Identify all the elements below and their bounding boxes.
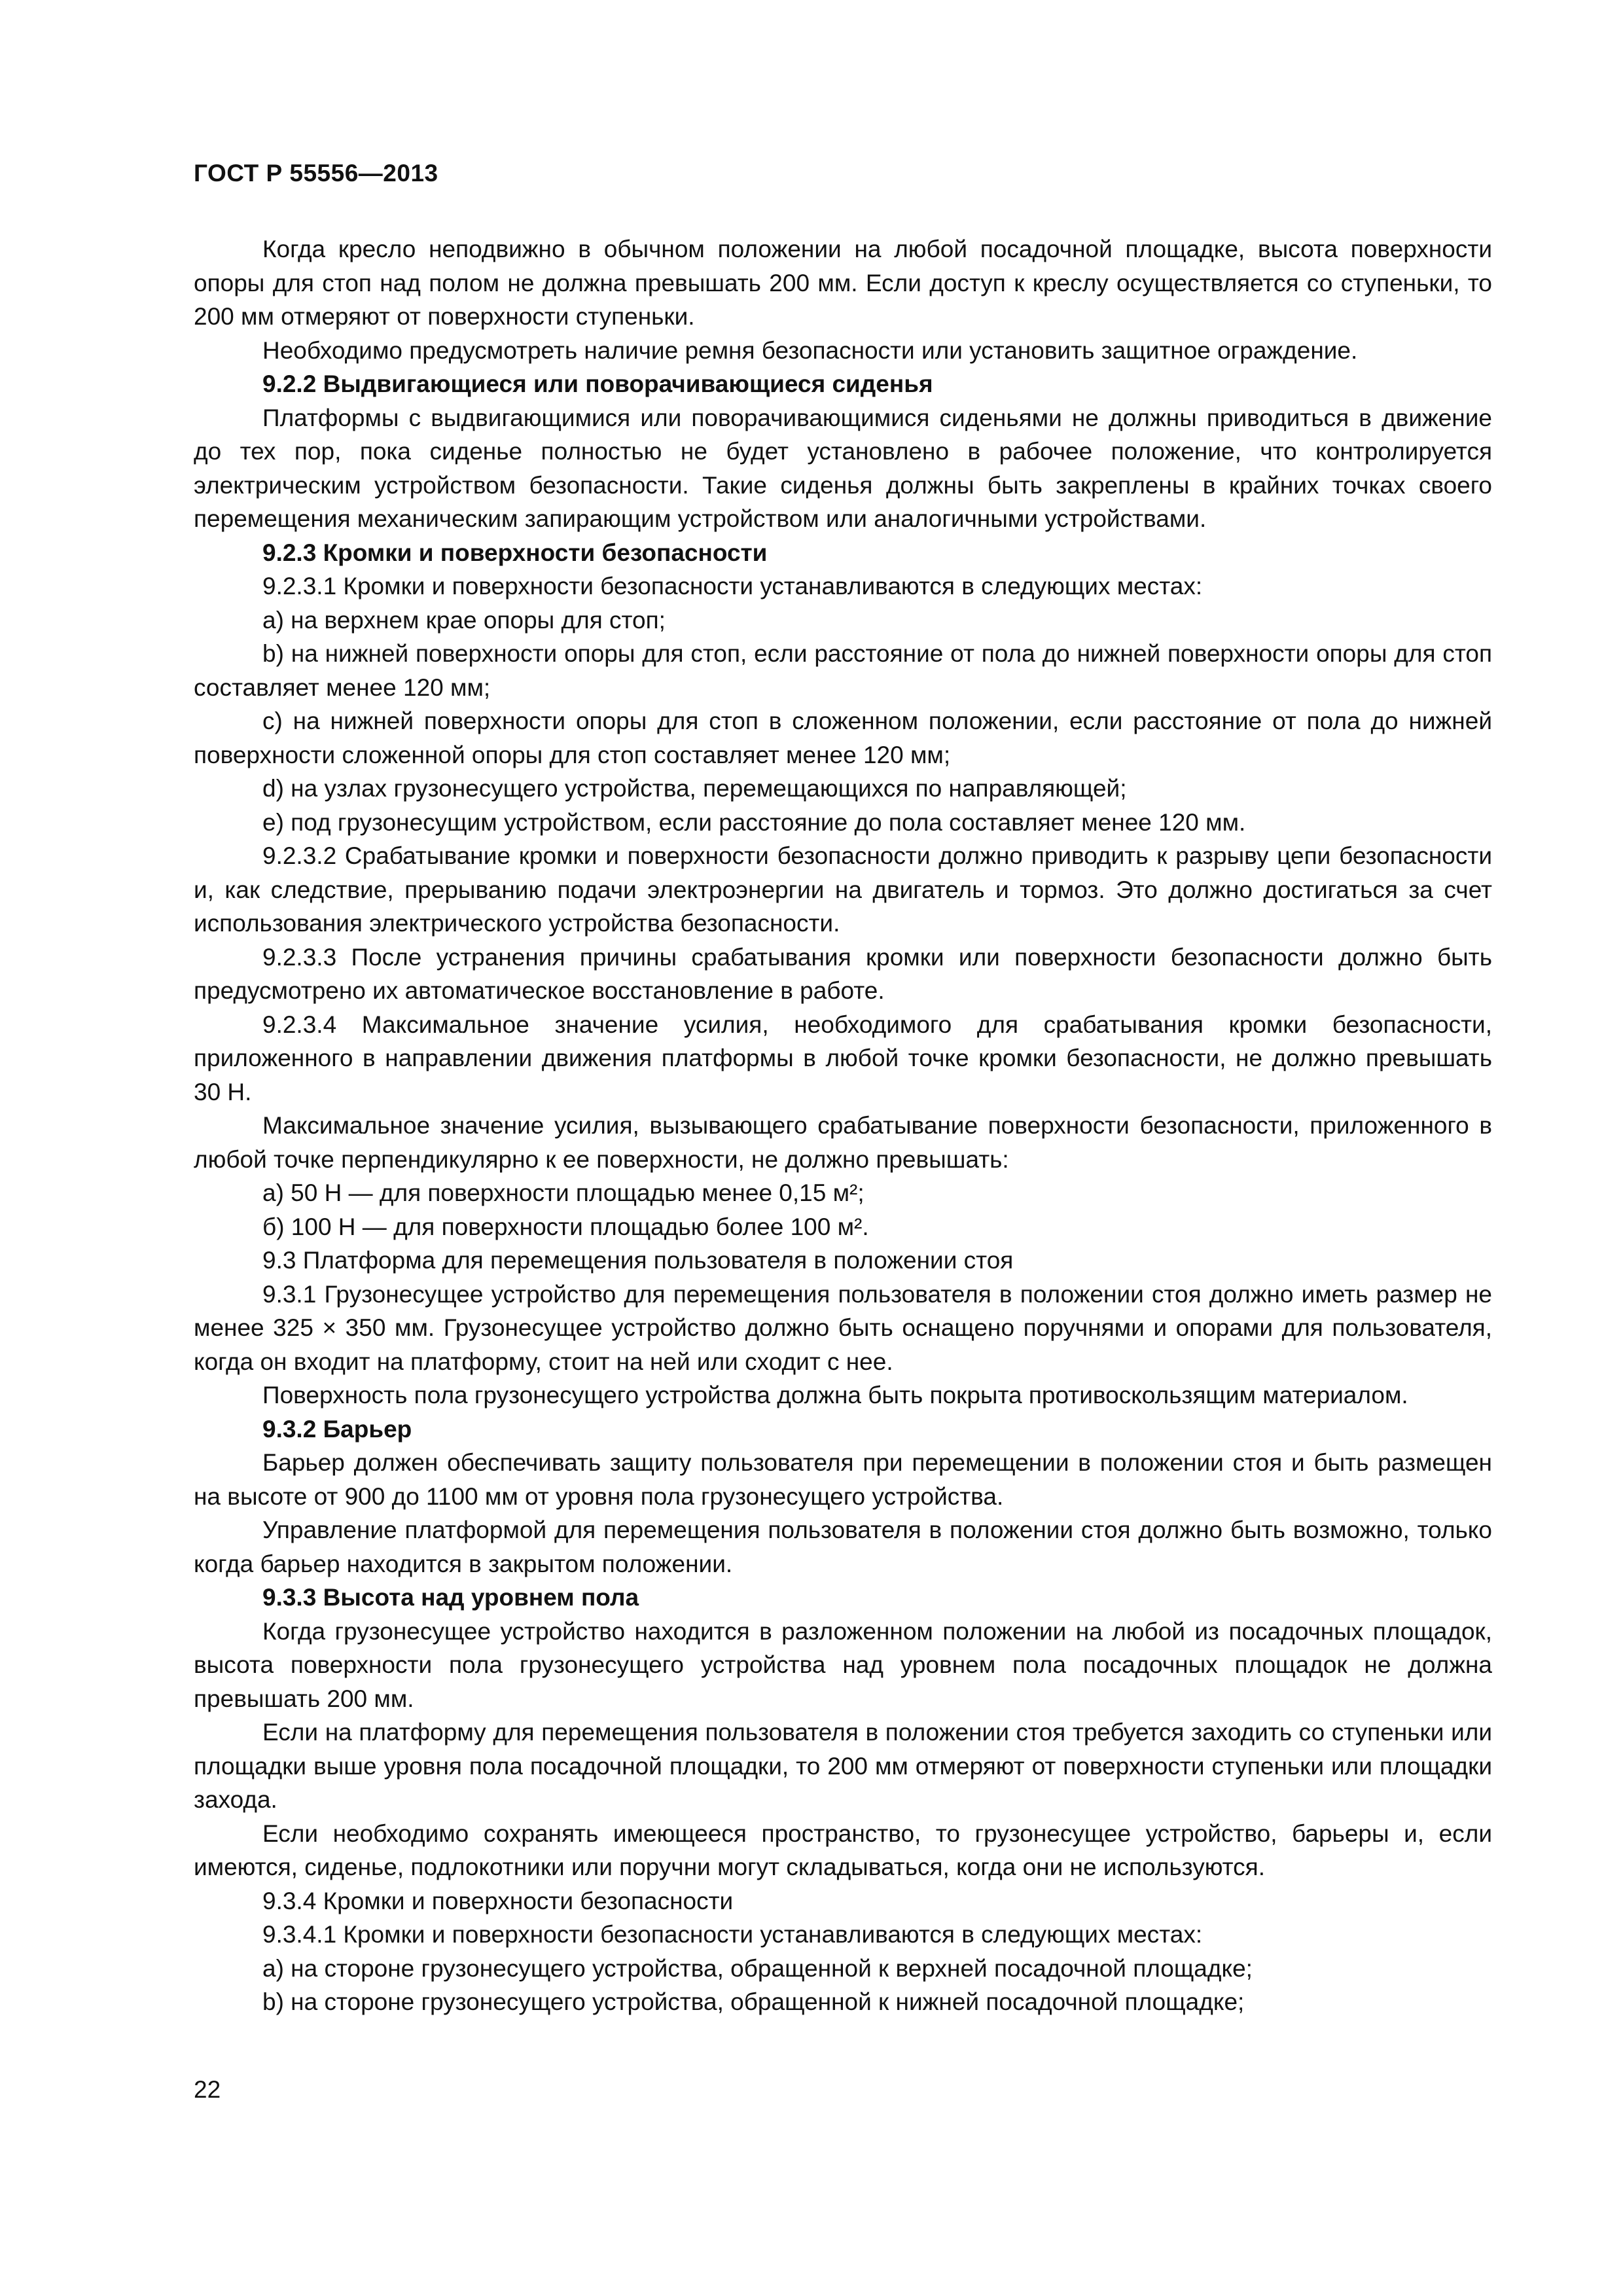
section-heading: 9.2.2 Выдвигающиеся или поворачивающиеся сиденья [262, 370, 933, 397]
section-heading: 9.2.3 Кромки и поверхности безопасности [262, 539, 768, 566]
body-paragraph: 9.3.1 Грузонесущее устройство для перемещения пользователя в положении стоя должно иметь размер не менее 325 × 350 мм. Грузонесущее устройство должно быть оснащено поручнями и опорами для пользователя, когда он входит на платформу, стоит на ней или сходит с нее. [194, 1280, 1492, 1375]
body-paragraph: Платформы с выдвигающимися или поворачивающимися сиденьями не должны приводиться в движение до тех пор, пока сиденье полностью не будет установлено в рабочее положение, что контролируется электрическим устройством безопасности. Такие сиденья должны быть закреплены в крайних точках своего перемещения механическим запирающим устройством или аналогичными устройствами. [194, 404, 1492, 532]
section-heading: 9.3.2 Барьер [262, 1415, 412, 1443]
body-paragraph: 9.3.4 Кромки и поверхности безопасности [262, 1887, 734, 1914]
body-paragraph: Управление платформой для перемещения пользователя в положении стоя должно быть возможно, только когда барьер находится в закрытом положении. [194, 1516, 1492, 1577]
page-number: 22 [194, 2076, 221, 2103]
body-paragraph: d) на узлах грузонесущего устройства, перемещающихся по направляющей; [262, 775, 1127, 802]
body-paragraph: Необходимо предусмотреть наличие ремня безопасности или установить защитное ограждение. [262, 336, 1358, 364]
body-paragraph: a) на верхнем крае опоры для стоп; [262, 606, 666, 634]
body-paragraph: Максимальное значение усилия, вызывающего срабатывание поверхности безопасности, приложенного в любой точке перпендикулярно к ее поверхности, не должно превышать: [194, 1112, 1492, 1173]
body-paragraph: b) на стороне грузонесущего устройства, обращенной к нижней посадочной площадке; [262, 1988, 1245, 2015]
body-paragraph: б) 100 Н — для поверхности площадью более 100 м². [262, 1213, 869, 1240]
body-paragraph: а) 50 Н — для поверхности площадью менее 0,15 м²; [262, 1179, 865, 1206]
body-paragraph: 9.2.3.4 Максимальное значение усилия, необходимого для срабатывания кромки безопасности, приложенного в направлении движения платформы в любой точке кромки безопасности, не должно превышать 30 Н. [194, 1011, 1492, 1105]
body-paragraph: Когда грузонесущее устройство находится в разложенном положении на любой из посадочных площадок, высота поверхности пола грузонесущего устройства над уровнем пола посадочных площадок не должна превышать 200 мм. [194, 1617, 1492, 1712]
body-paragraph: 9.2.3.1 Кромки и поверхности безопасности устанавливаются в следующих местах: [262, 573, 1203, 600]
body-paragraph: 9.3.4.1 Кромки и поверхности безопасности устанавливаются в следующих местах: [262, 1921, 1203, 1948]
body-paragraph: 9.2.3.3 После устранения причины срабатывания кромки или поверхности безопасности должно быть предусмотрено их автоматическое восстановление в работе. [194, 943, 1492, 1004]
body-paragraph: Если на платформу для перемещения пользователя в положении стоя требуется заходить со ступеньки или площадки выше уровня пола посадочной площадки, то 200 мм отмеряют от поверхности ступеньки или площадки захода. [194, 1719, 1492, 1813]
body-paragraph: e) под грузонесущим устройством, если расстояние до пола составляет менее 120 мм. [262, 808, 1246, 836]
body-paragraph: 9.2.3.2 Срабатывание кромки и поверхности безопасности должно приводить к разрыву цепи безопасности и, как следствие, прерыванию подачи электроэнергии на двигатель и тормоз. Это должно достигаться за счет использования электрического устройства безопасности. [194, 842, 1492, 937]
body-paragraph: a) на стороне грузонесущего устройства, обращенной к верхней посадочной площадке; [262, 1954, 1253, 1982]
body-paragraph: Когда кресло неподвижно в обычном положении на любой посадочной площадке, высота поверхности опоры для стоп над полом не должна превышать 200 мм. Если доступ к креслу осуществляется со ступеньки, то 200 мм отмеряют от поверхности ступеньки. [194, 236, 1492, 330]
body-paragraph: c) на нижней поверхности опоры для стоп в сложенном положении, если расстояние от пола до нижней поверхности сложенной опоры для стоп составляет менее 120 мм; [194, 708, 1492, 768]
body-paragraph: b) на нижней поверхности опоры для стоп, если расстояние от пола до нижней поверхности опоры для стоп составляет менее 120 мм; [194, 640, 1492, 701]
body-paragraph: Если необходимо сохранять имеющееся пространство, то грузонесущее устройство, барьеры и, если имеются, сиденье, подлокотники или поручни могут складываться, когда они не используются. [194, 1820, 1492, 1880]
document-header: ГОСТ Р 55556—2013 [194, 160, 438, 187]
body-paragraph: Поверхность пола грузонесущего устройства должна быть покрыта противоскользящим материалом. [262, 1382, 1408, 1408]
section-heading: 9.3.3 Высота над уровнем пола [262, 1584, 639, 1611]
body-paragraph: Барьер должен обеспечивать защиту пользователя при перемещении в положении стоя и быть размещен на высоте от 900 до 1100 мм от уровня пола грузонесущего устройства. [194, 1449, 1492, 1510]
document-body [194, 232, 1492, 2019]
body-paragraph: 9.3 Платформа для перемещения пользователя в положении стоя [262, 1247, 1014, 1274]
